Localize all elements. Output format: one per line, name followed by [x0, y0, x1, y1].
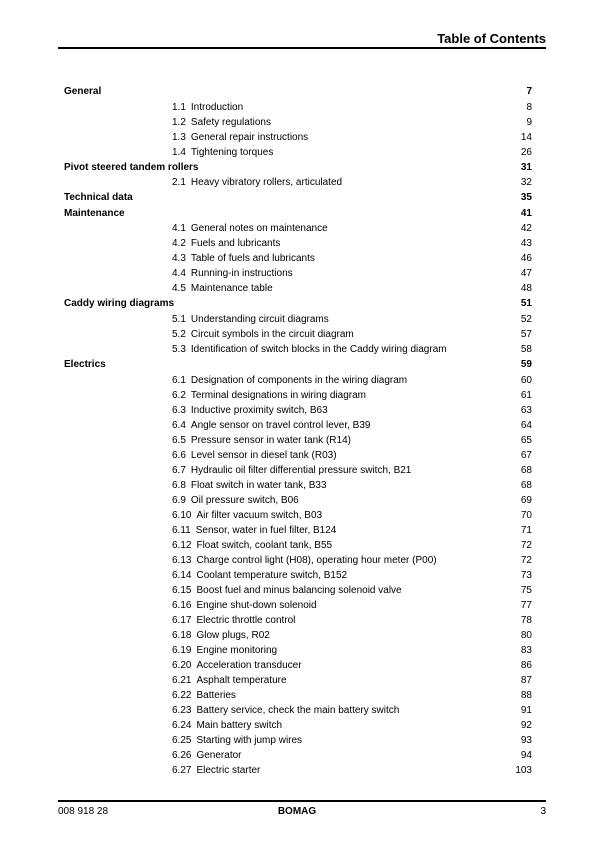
toc-page-number: 67: [520, 449, 532, 461]
toc-page-number: 43: [520, 238, 532, 250]
toc-entry[interactable]: [64, 688, 532, 703]
toc-page-number: 26: [520, 146, 532, 158]
toc-entry[interactable]: [64, 568, 532, 583]
toc-section[interactable]: [64, 160, 532, 176]
toc-entry-title: Running-in instructions: [190, 268, 293, 280]
brand-name: BOMAG: [277, 806, 317, 817]
toc-entry[interactable]: [64, 658, 532, 673]
toc-page-number: 57: [520, 328, 532, 340]
toc-page-number: 63: [520, 404, 532, 416]
toc-page-number: 91: [520, 704, 532, 716]
toc-entry[interactable]: [64, 448, 532, 463]
toc-entry-title: Angle sensor on travel control lever, B39: [190, 419, 371, 431]
toc-section-title: Electrics: [64, 358, 106, 370]
toc-entry-title: Sensor, water in fuel filter, B124: [195, 524, 337, 536]
toc-entry-title: General notes on maintenance: [190, 223, 328, 235]
toc-entry-number: 6.24: [172, 719, 192, 731]
toc-entry-title: Electric throttle control: [196, 614, 296, 626]
toc-page-number: 32: [520, 177, 532, 189]
toc-entry-title: Engine monitoring: [196, 644, 278, 656]
toc-entry-number: 6.8: [172, 479, 186, 491]
toc-section[interactable]: [64, 296, 532, 312]
toc-entry-title: Designation of components in the wiring diagram: [190, 374, 408, 386]
toc-entry-number: 1.1: [172, 101, 186, 113]
toc-entry[interactable]: [64, 312, 532, 327]
toc-entry[interactable]: [64, 748, 532, 763]
toc-entry-title: Circuit symbols in the circuit diagram: [190, 328, 354, 340]
toc-section[interactable]: [64, 357, 532, 373]
toc-entry-title: Inductive proximity switch, B63: [190, 404, 328, 416]
toc-page-number: 7: [526, 86, 532, 97]
toc-section-title: General: [64, 86, 102, 97]
toc-entry-title: Oil pressure switch, B06: [190, 494, 299, 506]
toc-page-number: 83: [520, 644, 532, 656]
toc-entry[interactable]: [64, 718, 532, 733]
toc-entry-title: Hydraulic oil filter differential pressure switch, B21: [190, 464, 412, 476]
toc-entry[interactable]: [64, 478, 532, 493]
table-of-contents: [64, 84, 532, 778]
toc-entry-title: Charge control light (H08), operating hour meter (P00): [196, 554, 437, 566]
toc-entry-number: 6.11: [172, 524, 191, 536]
toc-page-number: 87: [520, 674, 532, 686]
toc-section[interactable]: [64, 206, 532, 222]
toc-page-number: 72: [520, 554, 532, 566]
toc-entry[interactable]: [64, 703, 532, 718]
toc-entry-number: 6.3: [172, 404, 186, 416]
toc-page-number: 103: [515, 764, 532, 776]
toc-entry-title: Maintenance table: [190, 283, 273, 295]
toc-entry-number: 4.5: [172, 283, 186, 295]
toc-entry-number: 2.1: [172, 177, 186, 189]
toc-page-number: 80: [520, 629, 532, 641]
toc-page-number: 47: [520, 268, 532, 280]
toc-entry-number: 6.22: [172, 689, 192, 701]
toc-entry[interactable]: [64, 175, 532, 190]
toc-entry[interactable]: [64, 281, 532, 296]
toc-page-number: 69: [520, 494, 532, 506]
toc-entry-number: 6.10: [172, 509, 192, 521]
toc-entry-number: 6.13: [172, 554, 192, 566]
toc-entry-title: Float switch in water tank, B33: [190, 479, 327, 491]
toc-entry-title: Understanding circuit diagrams: [190, 313, 329, 325]
toc-page-number: 31: [520, 161, 532, 173]
toc-page-number: 46: [520, 253, 532, 265]
toc-entry[interactable]: [64, 327, 532, 342]
toc-entry-number: 4.3: [172, 253, 186, 265]
toc-entry-title: General repair instructions: [190, 131, 309, 143]
toc-page-number: 58: [520, 343, 532, 355]
toc-entry-number: 1.3: [172, 131, 186, 143]
page-number: 3: [540, 806, 546, 817]
toc-page-number: 61: [520, 389, 532, 401]
toc-entry-title: Acceleration transducer: [196, 659, 302, 671]
toc-section[interactable]: [64, 84, 532, 100]
toc-entry-number: 6.6: [172, 449, 186, 461]
toc-entry-title: Heavy vibratory rollers, articulated: [190, 177, 343, 189]
toc-page-number: 42: [520, 223, 532, 235]
toc-entry-title: Safety regulations: [190, 116, 271, 128]
toc-entry[interactable]: [64, 493, 532, 508]
toc-entry[interactable]: [64, 538, 532, 553]
toc-entry[interactable]: [64, 628, 532, 643]
toc-entry[interactable]: [64, 145, 532, 160]
toc-page-number: 88: [520, 689, 532, 701]
toc-page-number: 73: [520, 569, 532, 581]
toc-entry[interactable]: [64, 583, 532, 598]
toc-entry-title: Engine shut-down solenoid: [196, 599, 317, 611]
toc-page-number: 68: [520, 464, 532, 476]
toc-entry[interactable]: [64, 553, 532, 568]
toc-entry-number: 6.27: [172, 764, 192, 776]
toc-entry-number: 6.5: [172, 434, 186, 446]
toc-entry-number: 4.4: [172, 268, 186, 280]
toc-page-number: 86: [520, 659, 532, 671]
toc-entry-title: Main battery switch: [196, 719, 283, 731]
toc-page-number: 75: [520, 584, 532, 596]
toc-entry[interactable]: [64, 236, 532, 251]
toc-entry-number: 6.14: [172, 569, 192, 581]
toc-entry-title: Level sensor in diesel tank (R03): [190, 449, 337, 461]
toc-entry[interactable]: [64, 130, 532, 145]
toc-section-title: Technical data: [64, 192, 133, 204]
toc-entry-title: Boost fuel and minus balancing solenoid valve: [196, 584, 402, 596]
toc-entry-number: 6.21: [172, 674, 192, 686]
toc-entry-number: 5.3: [172, 343, 186, 355]
toc-entry[interactable]: [64, 733, 532, 748]
toc-page-number: 94: [520, 749, 532, 761]
toc-page-number: 77: [520, 599, 532, 611]
toc-entry-number: 5.2: [172, 328, 186, 340]
toc-page-number: 72: [520, 539, 532, 551]
toc-page-number: 60: [520, 374, 532, 386]
toc-page-number: 41: [520, 207, 532, 219]
toc-page-number: 78: [520, 614, 532, 626]
toc-section-title: Pivot steered tandem rollers: [64, 161, 199, 173]
toc-section[interactable]: [64, 190, 532, 206]
toc-entry-number: 6.26: [172, 749, 192, 761]
toc-page-number: 92: [520, 719, 532, 731]
toc-entry-number: 1.2: [172, 116, 186, 128]
toc-section-title: Maintenance: [64, 207, 125, 219]
toc-entry-title: Battery service, check the main battery switch: [196, 704, 400, 716]
header-rule: [58, 47, 546, 49]
toc-page-number: 71: [520, 524, 532, 536]
toc-entry-number: 6.20: [172, 659, 192, 671]
toc-entry[interactable]: [64, 342, 532, 357]
toc-page-number: 52: [520, 313, 532, 325]
toc-entry[interactable]: [64, 763, 532, 778]
toc-page-number: 48: [520, 283, 532, 295]
toc-entry-title: Glow plugs, R02: [196, 629, 270, 641]
toc-entry-number: 6.23: [172, 704, 192, 716]
toc-page-number: 9: [526, 116, 532, 128]
toc-entry-number: 6.9: [172, 494, 186, 506]
toc-entry[interactable]: [64, 373, 532, 388]
toc-page-number: 59: [520, 358, 532, 370]
toc-entry-number: 4.1: [172, 223, 186, 235]
document-number: 008 918 28: [58, 806, 109, 817]
toc-entry-title: Starting with jump wires: [196, 734, 303, 746]
toc-page-number: 8: [526, 101, 532, 113]
toc-entry[interactable]: [64, 388, 532, 403]
toc-entry[interactable]: [64, 598, 532, 613]
toc-page-number: 14: [520, 131, 532, 143]
toc-entry-number: 6.15: [172, 584, 192, 596]
toc-entry-number: 6.4: [172, 419, 186, 431]
toc-entry-title: Table of fuels and lubricants: [190, 253, 315, 265]
toc-entry-number: 6.16: [172, 599, 192, 611]
toc-entry[interactable]: [64, 463, 532, 478]
toc-page-number: 65: [520, 434, 532, 446]
toc-entry[interactable]: [64, 643, 532, 658]
toc-entry-number: 6.25: [172, 734, 192, 746]
toc-page-number: 35: [520, 192, 532, 204]
toc-entry-title: Fuels and lubricants: [190, 238, 281, 250]
toc-entry[interactable]: [64, 115, 532, 130]
toc-page-number: 93: [520, 734, 532, 746]
toc-section-title: Caddy wiring diagrams: [64, 298, 175, 310]
toc-entry-number: 6.18: [172, 629, 192, 641]
toc-entry[interactable]: [64, 418, 532, 433]
toc-entry[interactable]: [64, 523, 532, 538]
toc-entry-number: 5.1: [172, 313, 186, 325]
toc-entry-title: Air filter vacuum switch, B03: [196, 509, 323, 521]
toc-entry-number: 6.19: [172, 644, 192, 656]
toc-entry-title: Tightening torques: [190, 146, 274, 158]
toc-page-number: 51: [520, 298, 532, 310]
toc-page-number: 68: [520, 479, 532, 491]
toc-entry[interactable]: [64, 508, 532, 523]
toc-entry-number: 6.2: [172, 389, 186, 401]
toc-entry-title: Terminal designations in wiring diagram: [190, 389, 366, 401]
toc-entry-title: Float switch, coolant tank, B55: [196, 539, 333, 551]
toc-entry-title: Introduction: [190, 101, 244, 113]
toc-page-number: 70: [520, 509, 532, 521]
toc-entry-title: Generator: [196, 749, 242, 761]
toc-entry-number: 6.17: [172, 614, 192, 626]
toc-page-number: 64: [520, 419, 532, 431]
toc-entry[interactable]: [64, 100, 532, 115]
toc-entry[interactable]: [64, 613, 532, 628]
toc-entry-title: Pressure sensor in water tank (R14): [190, 434, 351, 446]
toc-entry[interactable]: [64, 673, 532, 688]
toc-entry-title: Asphalt temperature: [196, 674, 287, 686]
toc-entry[interactable]: [64, 266, 532, 281]
toc-entry[interactable]: [64, 251, 532, 266]
toc-entry[interactable]: [64, 433, 532, 448]
toc-entry-title: Identification of switch blocks in the Caddy wiring diagram: [190, 343, 447, 355]
toc-entry[interactable]: [64, 221, 532, 236]
page-title: Table of Contents: [437, 31, 546, 46]
toc-entry-number: 4.2: [172, 238, 186, 250]
toc-entry-title: Batteries: [196, 689, 236, 701]
toc-entry-number: 6.1: [172, 374, 186, 386]
footer-rule: [58, 800, 546, 802]
toc-entry-number: 6.12: [172, 539, 192, 551]
toc-entry-title: Electric starter: [196, 764, 261, 776]
toc-entry-title: Coolant temperature switch, B152: [196, 569, 348, 581]
toc-entry[interactable]: [64, 403, 532, 418]
toc-entry-number: 1.4: [172, 146, 186, 158]
toc-entry-number: 6.7: [172, 464, 186, 476]
